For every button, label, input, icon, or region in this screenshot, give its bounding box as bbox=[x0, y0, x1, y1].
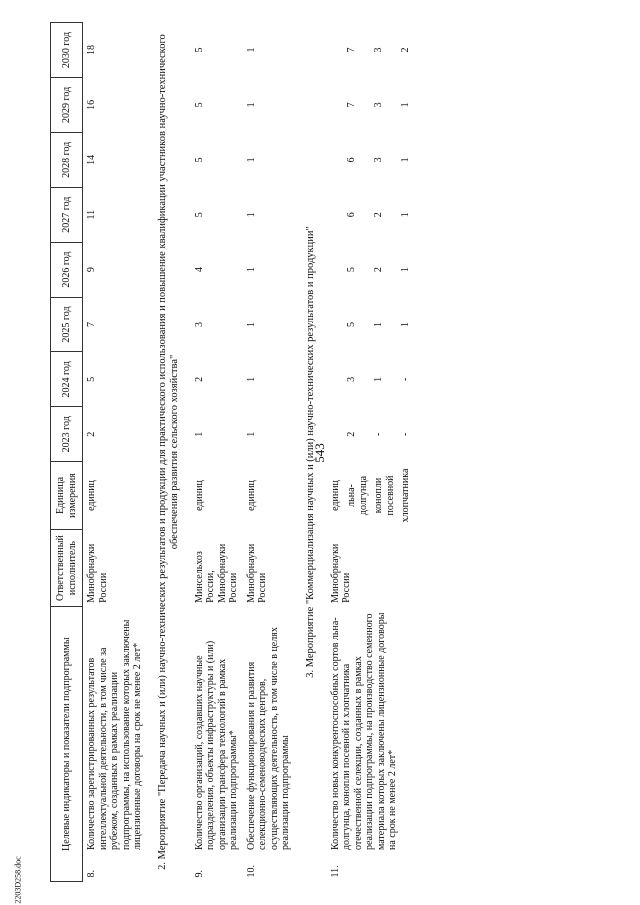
row-number: 11. bbox=[329, 865, 341, 878]
indicator-text: Обеспечение функционирования и развития селекционно-семеноводческих центров, осуществляющих деятельность, в том числе в целях реализации подпрограммы bbox=[245, 627, 292, 851]
value-cell: 5 bbox=[86, 376, 97, 382]
header-executor: Ответственный исполнитель bbox=[51, 529, 83, 607]
value-cell: 5 bbox=[346, 267, 358, 273]
value-cell: 6 bbox=[346, 157, 358, 163]
value-cell: 1 bbox=[245, 431, 257, 437]
indicators-table bbox=[50, 22, 414, 882]
crop-label: конопли посевной bbox=[373, 475, 396, 516]
header-year: 2025 год bbox=[51, 297, 83, 352]
section-row bbox=[147, 23, 191, 882]
value-cell: - bbox=[400, 432, 412, 436]
value-cell: 4 bbox=[193, 267, 205, 273]
header-year: 2023 год bbox=[51, 407, 83, 462]
section-title-2: 2. Мероприятие "Передача научных и (или) научно-технических результатов и продукции для практического использования и повышение квалификации участников научно-технического обеспечения развития сельского хозяйства" bbox=[156, 34, 180, 870]
value-cell: 1 bbox=[400, 321, 412, 327]
value-cell: 1 bbox=[245, 321, 257, 327]
value-cell: 1 bbox=[245, 212, 257, 218]
document-footer: 2203D258.doc bbox=[13, 856, 23, 904]
executor: Минобрнауки России bbox=[245, 543, 269, 603]
value-cell: 1 bbox=[373, 321, 385, 327]
value-cell: 3 bbox=[373, 102, 385, 108]
value-cell: 3 bbox=[373, 47, 385, 53]
value-cell: 1 bbox=[245, 47, 257, 53]
header-year: 2027 год bbox=[51, 187, 83, 242]
value-cell: 1 bbox=[400, 102, 412, 108]
value-cell: 5 bbox=[346, 321, 358, 327]
value-cell: 7 bbox=[86, 321, 97, 327]
value-cell: 3 bbox=[193, 321, 205, 327]
value-cell: 7 bbox=[346, 47, 358, 53]
value-cell: - bbox=[400, 377, 412, 382]
executor: Минобрнауки России bbox=[329, 543, 353, 603]
header-year: 2026 год bbox=[51, 242, 83, 297]
value-cell: 5 bbox=[193, 102, 205, 108]
table-row-8 bbox=[83, 23, 147, 882]
value-cell: 14 bbox=[86, 154, 97, 165]
section-row bbox=[295, 23, 327, 882]
table-row-9 bbox=[191, 23, 243, 882]
unit: единиц bbox=[245, 480, 257, 511]
value-cell: 2 bbox=[400, 47, 412, 53]
executor: Минсельхоз России, Минобрнауки России bbox=[193, 543, 240, 603]
crop-label: хлопчатника bbox=[400, 468, 412, 523]
value-cell: 1 bbox=[373, 376, 385, 382]
section-title-3: 3. Мероприятие "Коммерциализация научных и (или) научно-технических результатов и продукции" bbox=[304, 226, 316, 678]
row-number: 9. bbox=[193, 870, 205, 878]
page-number: 543 bbox=[312, 443, 327, 463]
unit: единиц bbox=[329, 480, 341, 511]
header-year: 2029 год bbox=[51, 77, 83, 132]
header-year: 2030 год bbox=[51, 23, 83, 78]
value-cell: 2 bbox=[373, 267, 385, 273]
value-cell: 11 bbox=[86, 209, 97, 220]
unit: единиц bbox=[86, 480, 97, 511]
value-cell: 3 bbox=[346, 376, 358, 382]
value-cell: 18 bbox=[86, 44, 97, 55]
row-number: 8. bbox=[86, 870, 97, 878]
indicator-text: Количество новых конкурентоспособных сортов льна-долгунца, конопли посевной и хлопчатника отечественной селекции, созданных в рамках реализации подпрограммы, на производство семенного материала которых заключены лицензионные договоры на срок не менее 2 лет* bbox=[329, 612, 399, 851]
value-cell: 5 bbox=[193, 47, 205, 53]
value-cell: 1 bbox=[400, 157, 412, 163]
unit: единиц bbox=[193, 480, 205, 511]
value-cell: 16 bbox=[86, 99, 97, 110]
value-cell: 6 bbox=[346, 212, 358, 218]
crop-label: льна-долгунца bbox=[346, 475, 369, 516]
value-cell: 1 bbox=[193, 431, 205, 437]
value-cell: 2 bbox=[373, 212, 385, 218]
table-header bbox=[51, 23, 83, 882]
header-indicator: Целевые индикаторы и показатели подпрограммы bbox=[51, 607, 83, 882]
value-cell: 1 bbox=[245, 376, 257, 382]
value-cell: 1 bbox=[400, 212, 412, 218]
value-cell: 2 bbox=[346, 431, 358, 437]
table-row-11 bbox=[327, 23, 345, 882]
value-cell: 3 bbox=[373, 157, 385, 163]
value-cell: 9 bbox=[86, 267, 97, 273]
value-cell: 7 bbox=[346, 102, 358, 108]
executor: Минобрнауки России bbox=[86, 543, 109, 603]
value-cell: 5 bbox=[193, 212, 205, 218]
value-cell: 5 bbox=[193, 157, 205, 163]
header-year: 2028 год bbox=[51, 132, 83, 187]
value-cell: 1 bbox=[245, 102, 257, 108]
header-unit: Единица измерения bbox=[51, 462, 83, 530]
indicator-text: Количество организаций, создавших научные подразделения, объекты инфраструктуры и (или) организации трансфера технологий в рамках реализации подпрограммы* bbox=[193, 640, 240, 851]
row-number: 10. bbox=[245, 865, 257, 878]
value-cell: 1 bbox=[400, 267, 412, 273]
rotated-table-sheet bbox=[50, 12, 578, 892]
value-cell: - bbox=[373, 432, 385, 436]
value-cell: 1 bbox=[245, 267, 257, 273]
indicator-text: Количество зарегистрированных результатов интеллектуальной деятельности, в том числе за рубежом, созданных в рамках реализации подпрограммы, на использование которых заключены лицензионные договоры на срок не менее 2 лет* bbox=[86, 619, 143, 851]
value-cell: 2 bbox=[193, 376, 205, 382]
header-year: 2024 год bbox=[51, 352, 83, 407]
table-row-10 bbox=[243, 23, 295, 882]
value-cell: 1 bbox=[245, 157, 257, 163]
value-cell: 2 bbox=[86, 431, 97, 437]
